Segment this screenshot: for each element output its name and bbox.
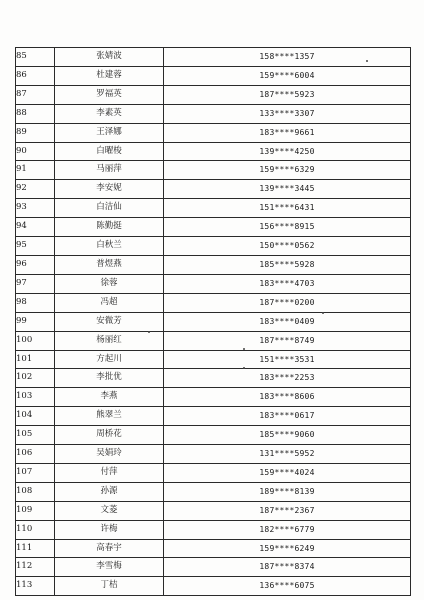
row-number: 87 <box>16 85 55 104</box>
phone-number: 183****4703 <box>164 274 411 293</box>
row-number: 99 <box>16 312 55 331</box>
row-number: 98 <box>16 293 55 312</box>
row-number: 90 <box>16 142 55 161</box>
table-row <box>16 274 411 293</box>
person-name: 张婧波 <box>55 48 164 67</box>
row-number: 91 <box>16 161 55 180</box>
table-row <box>16 577 411 596</box>
row-number: 104 <box>16 407 55 426</box>
phone-number: 151****3531 <box>164 350 411 369</box>
table-row <box>16 293 411 312</box>
person-name: 吴娟玲 <box>55 445 164 464</box>
person-name: 方起川 <box>55 350 164 369</box>
person-name: 熊翠兰 <box>55 407 164 426</box>
row-number: 107 <box>16 463 55 482</box>
row-number: 100 <box>16 331 55 350</box>
person-name: 杜建蓉 <box>55 66 164 85</box>
table-row <box>16 426 411 445</box>
scan-speck <box>243 348 245 350</box>
row-number: 105 <box>16 426 55 445</box>
row-number: 111 <box>16 539 55 558</box>
person-name: 李素英 <box>55 104 164 123</box>
person-name: 普煜燕 <box>55 255 164 274</box>
scan-speck <box>322 312 324 314</box>
table-row <box>16 104 411 123</box>
person-name: 罗福英 <box>55 85 164 104</box>
table-row <box>16 218 411 237</box>
table-row <box>16 558 411 577</box>
person-name: 丁桔 <box>55 577 164 596</box>
row-number: 108 <box>16 482 55 501</box>
table-row <box>16 48 411 67</box>
roster-table <box>15 47 411 596</box>
phone-number: 182****6779 <box>164 520 411 539</box>
row-number: 106 <box>16 445 55 464</box>
table-row <box>16 407 411 426</box>
phone-number: 159****6329 <box>164 161 411 180</box>
row-number: 92 <box>16 180 55 199</box>
phone-number: 151****6431 <box>164 199 411 218</box>
phone-number: 187****8749 <box>164 331 411 350</box>
phone-number: 183****0409 <box>164 312 411 331</box>
table-row <box>16 350 411 369</box>
table-row <box>16 312 411 331</box>
phone-number: 185****9060 <box>164 426 411 445</box>
phone-number: 139****4250 <box>164 142 411 161</box>
person-name: 李批优 <box>55 369 164 388</box>
person-name: 孙源 <box>55 482 164 501</box>
row-number: 103 <box>16 388 55 407</box>
table-row <box>16 180 411 199</box>
phone-number: 159****6249 <box>164 539 411 558</box>
person-name: 徐蓉 <box>55 274 164 293</box>
person-name: 白曜梭 <box>55 142 164 161</box>
table-row <box>16 539 411 558</box>
phone-number: 183****2253 <box>164 369 411 388</box>
row-number: 94 <box>16 218 55 237</box>
phone-number: 131****5952 <box>164 445 411 464</box>
phone-number: 183****9661 <box>164 123 411 142</box>
roster-body <box>16 48 411 596</box>
phone-number: 159****6004 <box>164 66 411 85</box>
row-number: 109 <box>16 501 55 520</box>
row-number: 86 <box>16 66 55 85</box>
scan-speck <box>243 367 245 369</box>
phone-number: 150****0562 <box>164 237 411 256</box>
person-name: 文菱 <box>55 501 164 520</box>
person-name: 安微芳 <box>55 312 164 331</box>
table-row <box>16 123 411 142</box>
person-name: 周桥花 <box>55 426 164 445</box>
row-number: 102 <box>16 369 55 388</box>
phone-number: 185****5928 <box>164 255 411 274</box>
person-name: 李燕 <box>55 388 164 407</box>
table-row <box>16 142 411 161</box>
phone-number: 158****1357 <box>164 48 411 67</box>
row-number: 88 <box>16 104 55 123</box>
phone-number: 187****0200 <box>164 293 411 312</box>
person-name: 白秋兰 <box>55 237 164 256</box>
person-name: 李雪梅 <box>55 558 164 577</box>
row-number: 93 <box>16 199 55 218</box>
row-number: 113 <box>16 577 55 596</box>
table-row <box>16 255 411 274</box>
table-row <box>16 445 411 464</box>
table-row <box>16 85 411 104</box>
table-row <box>16 388 411 407</box>
table-row <box>16 463 411 482</box>
phone-number: 139****3445 <box>164 180 411 199</box>
row-number: 97 <box>16 274 55 293</box>
person-name: 马丽萍 <box>55 161 164 180</box>
person-name: 杨丽红 <box>55 331 164 350</box>
person-name: 冯超 <box>55 293 164 312</box>
phone-number: 183****8606 <box>164 388 411 407</box>
table-row <box>16 501 411 520</box>
person-name: 许梅 <box>55 520 164 539</box>
row-number: 110 <box>16 520 55 539</box>
phone-number: 159****4024 <box>164 463 411 482</box>
phone-number: 136****6075 <box>164 577 411 596</box>
phone-number: 189****8139 <box>164 482 411 501</box>
row-number: 96 <box>16 255 55 274</box>
phone-number: 187****2367 <box>164 501 411 520</box>
row-number: 95 <box>16 237 55 256</box>
table-row <box>16 66 411 85</box>
row-number: 89 <box>16 123 55 142</box>
row-number: 85 <box>16 48 55 67</box>
table-row <box>16 482 411 501</box>
scan-speck <box>366 60 368 62</box>
phone-number: 156****8915 <box>164 218 411 237</box>
table-row <box>16 161 411 180</box>
scan-speck <box>148 331 150 333</box>
person-name: 李安妮 <box>55 180 164 199</box>
phone-number: 133****3307 <box>164 104 411 123</box>
row-number: 101 <box>16 350 55 369</box>
phone-number: 187****5923 <box>164 85 411 104</box>
phone-number: 183****0617 <box>164 407 411 426</box>
person-name: 付萍 <box>55 463 164 482</box>
person-name: 高春宇 <box>55 539 164 558</box>
row-number: 112 <box>16 558 55 577</box>
table-row <box>16 237 411 256</box>
table-row <box>16 520 411 539</box>
person-name: 白洁仙 <box>55 199 164 218</box>
phone-number: 187****8374 <box>164 558 411 577</box>
person-name: 陈勤挺 <box>55 218 164 237</box>
table-row <box>16 331 411 350</box>
person-name: 王泽娜 <box>55 123 164 142</box>
table-row <box>16 199 411 218</box>
table-row <box>16 369 411 388</box>
